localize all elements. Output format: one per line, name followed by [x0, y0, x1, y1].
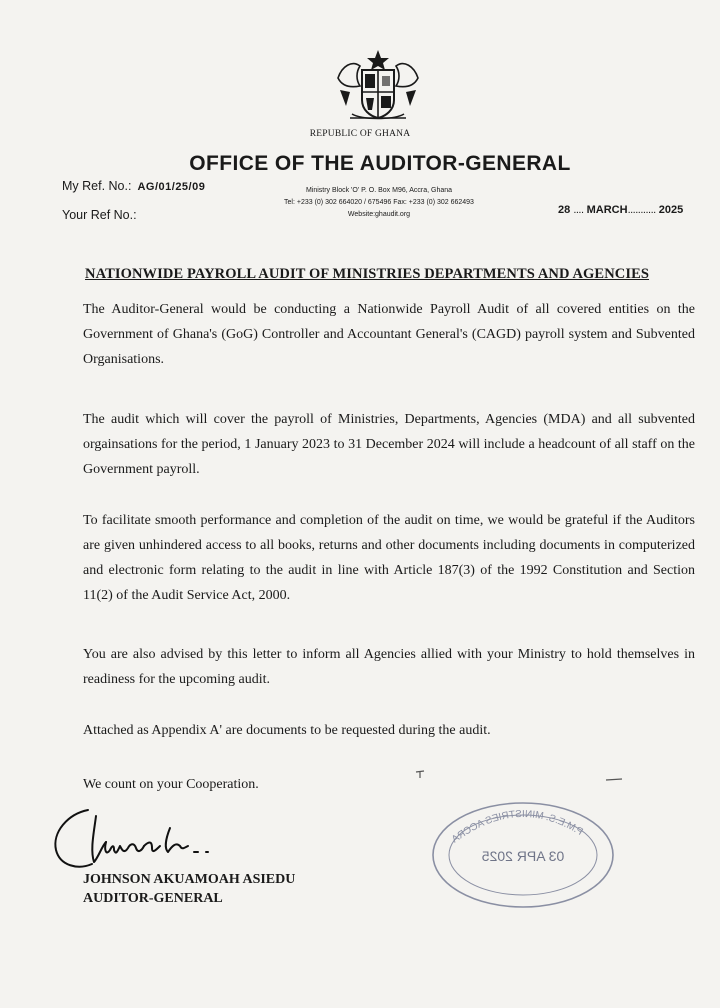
date-year-prefix: 20 — [658, 204, 671, 216]
my-ref-label: My Ref. No.: — [62, 179, 132, 193]
paragraph-scope: The audit which will cover the payroll of Ministries, Departments, Agencies (MDA) and all subvented orgainsations for the period, 1 January 2023 to 31 December 2024 will include a headcount of all staff on the Government payroll. — [83, 412, 695, 477]
date-month: MARCH — [586, 204, 628, 216]
my-ref-value: AG/01/25/09 — [137, 181, 206, 193]
signature-icon — [48, 806, 228, 878]
letter-title: NATIONWIDE PAYROLL AUDIT OF MINISTRIES DEPARTMENTS AND AGENCIES — [85, 266, 650, 282]
paragraph-access: To facilitate smooth performance and completion of the audit on time, we would be grateful if the Auditors are given unhindered access to all books, returns and other documents including documents in computerized and electronic form relating to the audit in line with Article 187(3) of the 1992 Constitution and Section 11(2) of the Audit Service Act, 2000. — [83, 513, 695, 603]
signatory-title: AUDITOR-GENERAL — [83, 891, 223, 906]
letter-date: 28 .... MARCH........... 2025 — [558, 204, 684, 216]
signatory-block — [83, 870, 295, 908]
paragraph-intro: The Auditor-General would be conducting a Nationwide Payroll Audit of all covered entities on the Government of Ghana's (GoG) Controller and Accountant General's (CAGD) payroll system and Subvented Organisations. — [83, 302, 695, 367]
date-year-suffix: 25 — [671, 204, 684, 216]
received-stamp-icon — [428, 798, 618, 913]
website-line: Website:ghaudit.org — [347, 211, 411, 218]
office-title: OFFICE OF THE AUDITOR-GENERAL — [189, 152, 571, 175]
stray-marks — [410, 768, 630, 788]
signatory-name: JOHNSON AKUAMOAH ASIEDU — [83, 872, 296, 887]
country-label: REPUBLIC OF GHANA — [309, 129, 411, 139]
closing-line: We count on your Cooperation. — [83, 777, 259, 792]
stamp-arc-text: P.M.E.S. MINISTRIES ACCRA — [449, 808, 585, 846]
office-address — [250, 185, 508, 221]
my-ref-line — [62, 179, 205, 193]
paragraph-agencies: You are also advised by this letter to inform all Agencies allied with your Ministry to hold themselves in readiness for the upcoming audit. — [83, 647, 695, 687]
address-line: Ministry Block 'O' P. O. Box M96, Accra, Ghana — [305, 187, 453, 194]
your-ref-label: Your Ref No.: — [62, 208, 137, 222]
ghana-coat-of-arms-icon — [332, 48, 424, 126]
paragraph-appendix: Attached as Appendix A' are documents to be requested during the audit. — [83, 723, 491, 738]
date-day: 28 — [558, 204, 571, 216]
svg-text:P.M.E.S. MINISTRIES ACCRA — [450, 809, 585, 846]
contact-line: Tel: +233 (0) 302 664020 / 675496 Fax: +233 (0) 302 662493 — [284, 199, 474, 206]
stamp-date: 03 APR 2025 — [481, 848, 565, 864]
